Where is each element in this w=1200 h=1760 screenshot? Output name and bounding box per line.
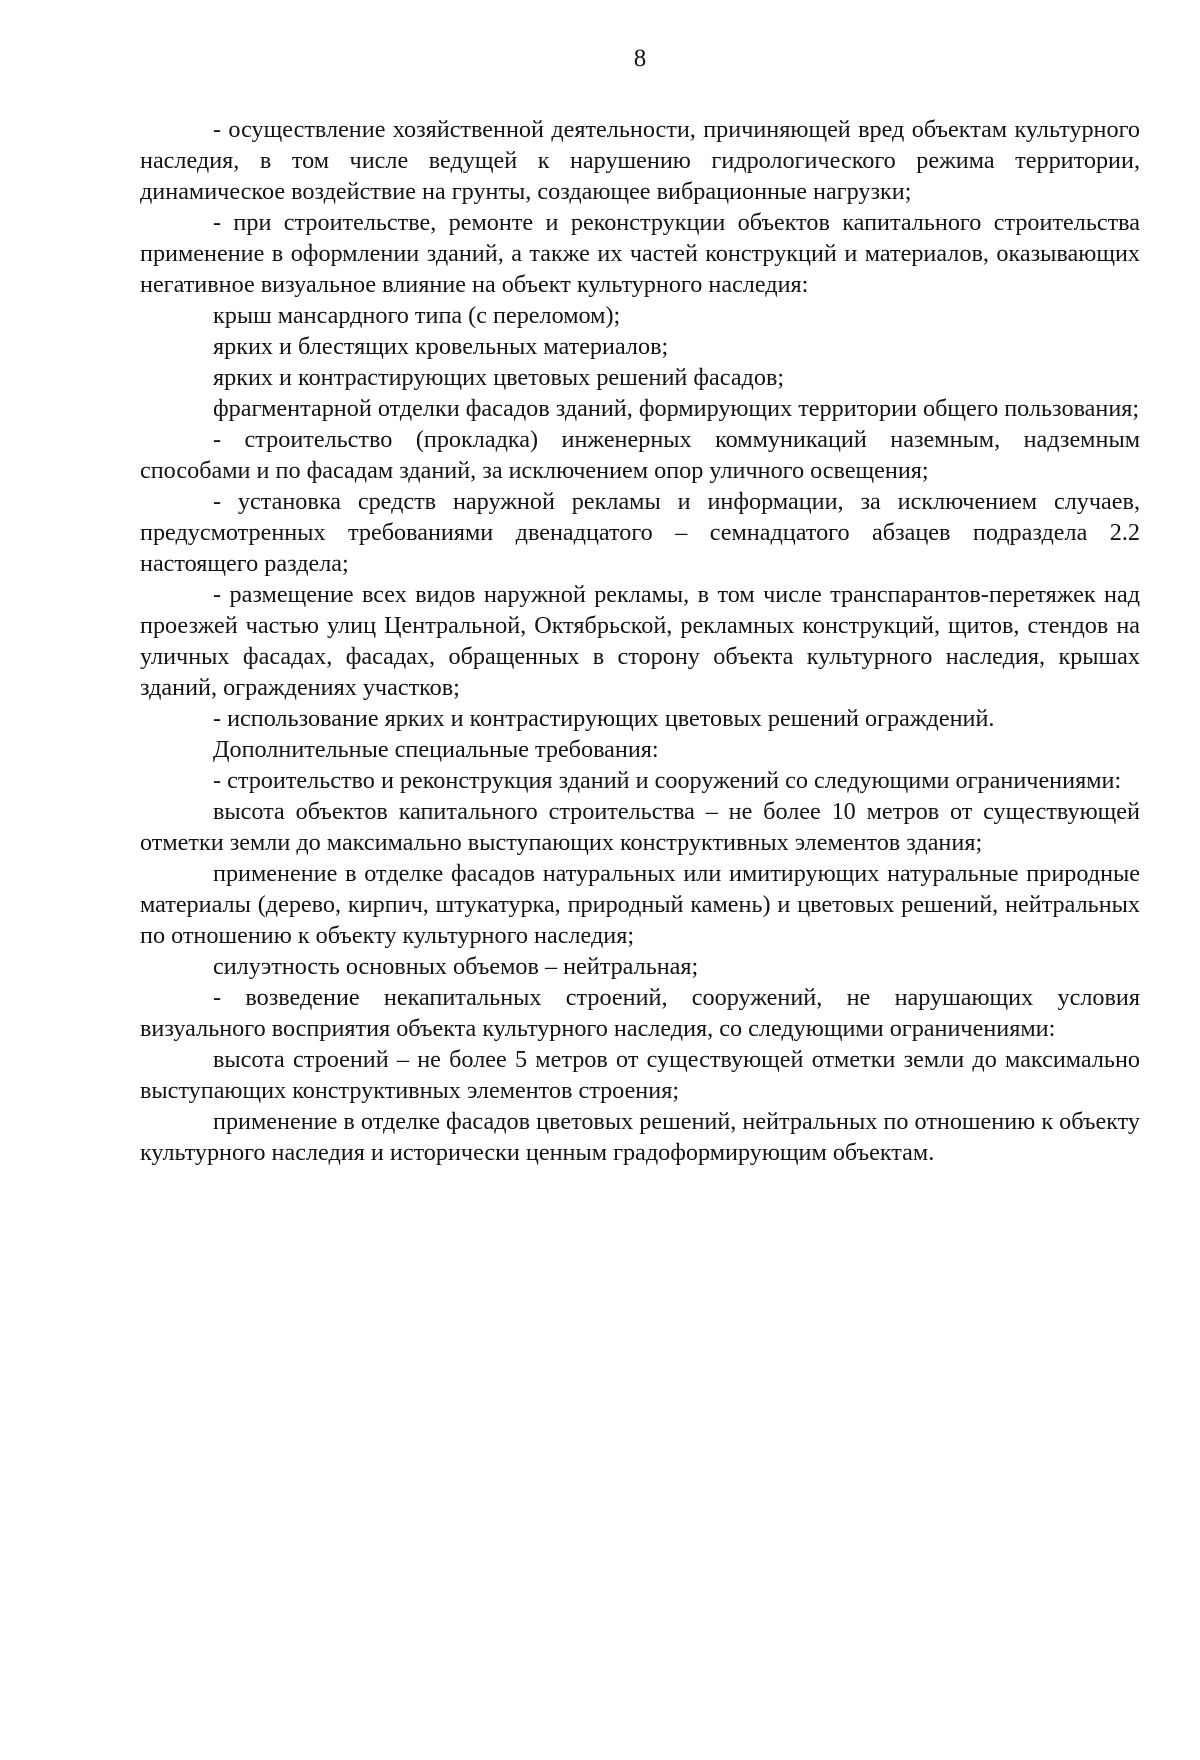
list-item-roofing-materials: ярких и блестящих кровельных материалов; xyxy=(213,333,669,360)
list-item-neutral-colors: применение в отделке фасадов цветовых решений, нейтральных по отношению к объекту культурного наследия и исторически ценным градоформирующим объектам. xyxy=(140,1108,1140,1166)
paragraph-utilities: - строительство (прокладка) инженерных коммуникаций наземным, надземным способами и по фасадам зданий, за исключением опор уличного освещения; xyxy=(140,426,1140,484)
section-heading-additional-requirements: Дополнительные специальные требования: xyxy=(213,736,659,763)
paragraph-fence-colors: - использование ярких и контрастирующих цветовых решений ограждений. xyxy=(213,705,995,732)
list-item-facade-colors: ярких и контрастирующих цветовых решений фасадов; xyxy=(213,364,785,391)
paragraph-temporary-structures: - возведение некапитальных строений, сооружений, не нарушающих условия визуального восприятия объекта культурного наследия, со следующими ограничениями: xyxy=(140,984,1140,1042)
list-item-building-height: высота объектов капитального строительства – не более 10 метров от существующей отметки земли до максимально выступающих конструктивных элементов здания; xyxy=(140,798,1140,856)
paragraph-construction-restrictions: - при строительстве, ремонте и реконструкции объектов капитального строительства применение в оформлении зданий, а также их частей конструкций и материалов, оказывающих негативное визуальное влияние на объект культурного наследия: xyxy=(140,209,1140,298)
list-item-mansard-roofs: крыш мансардного типа (с переломом); xyxy=(213,302,621,329)
paragraph-advertising-placement: - размещение всех видов наружной рекламы, в том числе транспарантов-перетяжек над проезжей частью улиц Центральной, Октябрьской, рекламных конструкций, щитов, стендов на уличных фасадах, фасадах, обращенных в сторону объекта культурного наследия, крышах зданий, ограждениях участков; xyxy=(140,581,1140,701)
list-item-fragmentary-finish: фрагментарной отделки фасадов зданий, формирующих территории общего пользования; xyxy=(213,395,1140,422)
paragraph-building-reconstruction: - строительство и реконструкция зданий и сооружений со следующими ограничениями: xyxy=(213,767,1122,794)
list-item-silhouette: силуэтность основных объемов – нейтральная; xyxy=(213,953,699,980)
paragraph-economic-activity: - осуществление хозяйственной деятельности, причиняющей вред объектам культурного наследия, в том числе ведущей к нарушению гидрологического режима территории, динамическое воздействие на грунты, создающее вибрационные нагрузки; xyxy=(140,116,1140,205)
paragraph-advertising-means: - установка средств наружной рекламы и информации, за исключением случаев, предусмотренных требованиями двенадцатого – семнадцатого абзацев подраздела 2.2 настоящего раздела; xyxy=(140,488,1140,577)
list-item-facade-materials: применение в отделке фасадов натуральных или имитирующих натуральные природные материалы (дерево, кирпич, штукатурка, природный камень) и цветовых решений, нейтральных по отношению к объекту культурного наследия; xyxy=(140,860,1140,949)
list-item-structure-height: высота строений – не более 5 метров от существующей отметки земли до максимально выступающих конструктивных элементов строения; xyxy=(140,1046,1140,1104)
document-body xyxy=(140,114,1140,1168)
page-number: 8 xyxy=(633,45,647,72)
